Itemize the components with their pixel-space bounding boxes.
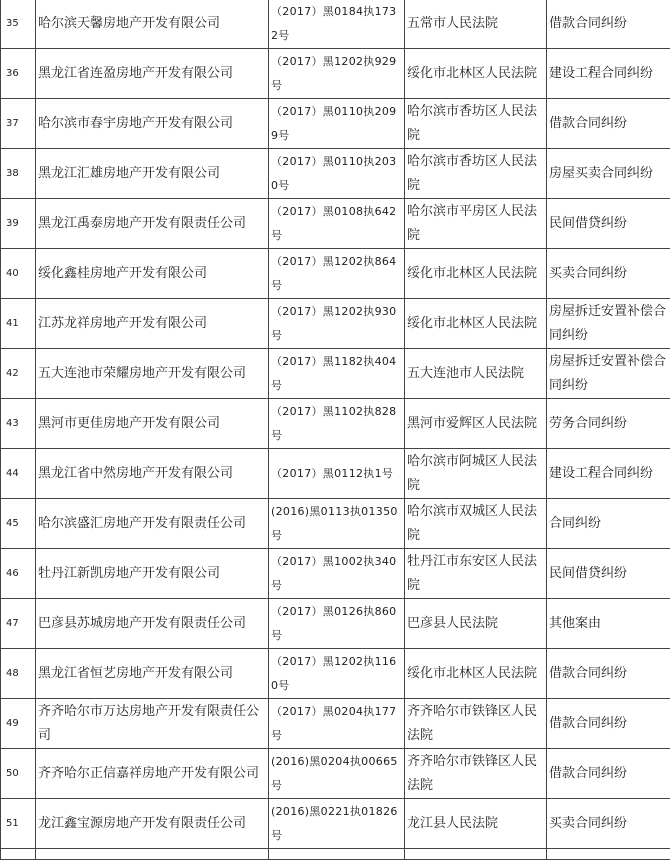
company-name: 牡丹江新凯房地产开发有限公司 — [36, 549, 269, 599]
case-number: （2017）黑1202执864号 — [269, 249, 405, 299]
company-name: 黑龙江禹泰房地产开发有限责任公司 — [36, 199, 269, 249]
table-row — [1, 449, 670, 499]
table-body — [1, 0, 670, 860]
company-name: 黑龙江汇雄房地产开发有限公司 — [36, 149, 269, 199]
case-number: （2017）黑0112执1号 — [269, 449, 405, 499]
table-row — [1, 199, 670, 249]
row-number: 45 — [1, 499, 36, 549]
case-number: （2017）黑0110执2030号 — [269, 149, 405, 199]
case-number: （2017）黑1202执929号 — [269, 49, 405, 99]
row-number: 43 — [1, 399, 36, 449]
empty-cell — [1, 849, 36, 860]
case-cause: 借款合同纠纷 — [547, 99, 670, 149]
row-number: 35 — [1, 0, 36, 49]
case-cause: 建设工程合同纠纷 — [547, 49, 670, 99]
row-number: 44 — [1, 449, 36, 499]
table-row — [1, 799, 670, 849]
company-name: 齐齐哈尔正信嘉祥房地产开发有限公司 — [36, 749, 269, 799]
table-row — [1, 749, 670, 799]
case-number: （2017）黑0126执860号 — [269, 599, 405, 649]
case-cause: 房屋买卖合同纠纷 — [547, 149, 670, 199]
row-number: 49 — [1, 699, 36, 749]
company-name: 巴彦县苏城房地产开发有限责任公司 — [36, 599, 269, 649]
court-name: 绥化市北林区人民法院 — [405, 649, 547, 699]
case-cause: 建设工程合同纠纷 — [547, 449, 670, 499]
table-row — [1, 349, 670, 399]
row-number: 40 — [1, 249, 36, 299]
court-name: 哈尔滨市平房区人民法院 — [405, 199, 547, 249]
table-row — [1, 49, 670, 99]
case-cause: 合同纠纷 — [547, 499, 670, 549]
company-name: 齐齐哈尔市万达房地产开发有限责任公司 — [36, 699, 269, 749]
table-row — [1, 649, 670, 699]
case-cause: 房屋拆迁安置补偿合同纠纷 — [547, 299, 670, 349]
case-number: (2016)黑0204执00665号 — [269, 749, 405, 799]
case-cause: 其他案由 — [547, 599, 670, 649]
case-cause: 借款合同纠纷 — [547, 649, 670, 699]
case-number: （2017）黑0108执642号 — [269, 199, 405, 249]
case-cause: 借款合同纠纷 — [547, 699, 670, 749]
row-number: 36 — [1, 49, 36, 99]
table-row — [1, 399, 670, 449]
case-cause: 借款合同纠纷 — [547, 0, 670, 49]
empty-cell — [269, 849, 405, 860]
case-number: （2017）黑1002执340号 — [269, 549, 405, 599]
case-cause: 劳务合同纠纷 — [547, 399, 670, 449]
case-number: （2017）黑1202执1160号 — [269, 649, 405, 699]
table-row — [1, 299, 670, 349]
case-number: （2017）黑1202执930号 — [269, 299, 405, 349]
case-cause: 民间借贷纠纷 — [547, 549, 670, 599]
court-name: 五常市人民法院 — [405, 0, 547, 49]
court-name: 齐齐哈尔市铁锋区人民法院 — [405, 699, 547, 749]
court-name: 齐齐哈尔市铁锋区人民法院 — [405, 749, 547, 799]
case-cause: 买卖合同纠纷 — [547, 249, 670, 299]
table-row — [1, 249, 670, 299]
case-number: （2017）黑0184执1732号 — [269, 0, 405, 49]
court-name: 哈尔滨市香坊区人民法院 — [405, 149, 547, 199]
table-row — [1, 599, 670, 649]
company-name: 黑龙江省恒艺房地产开发有限公司 — [36, 649, 269, 699]
company-name: 江苏龙祥房地产开发有限公司 — [36, 299, 269, 349]
court-name: 巴彦县人民法院 — [405, 599, 547, 649]
row-number: 38 — [1, 149, 36, 199]
company-name: 哈尔滨盛汇房地产开发有限责任公司 — [36, 499, 269, 549]
court-name: 绥化市北林区人民法院 — [405, 49, 547, 99]
company-name: 黑龙江省中然房地产开发有限公司 — [36, 449, 269, 499]
court-name: 哈尔滨市香坊区人民法院 — [405, 99, 547, 149]
row-number: 42 — [1, 349, 36, 399]
row-number: 37 — [1, 99, 36, 149]
case-number: （2017）黑1102执828号 — [269, 399, 405, 449]
company-name: 绥化鑫桂房地产开发有限公司 — [36, 249, 269, 299]
court-name: 绥化市北林区人民法院 — [405, 299, 547, 349]
case-cause: 借款合同纠纷 — [547, 749, 670, 799]
court-name: 绥化市北林区人民法院 — [405, 249, 547, 299]
court-name: 哈尔滨市双城区人民法院 — [405, 499, 547, 549]
row-number: 41 — [1, 299, 36, 349]
company-name: 哈尔滨天馨房地产开发有限公司 — [36, 0, 269, 49]
table-row — [1, 99, 670, 149]
table-row-partial — [1, 849, 670, 860]
empty-cell — [36, 849, 269, 860]
case-number: （2017）黑0110执2099号 — [269, 99, 405, 149]
row-number: 39 — [1, 199, 36, 249]
row-number: 47 — [1, 599, 36, 649]
empty-cell — [547, 849, 670, 860]
case-number: (2016)黑0221执01826号 — [269, 799, 405, 849]
table-row — [1, 549, 670, 599]
row-number: 48 — [1, 649, 36, 699]
court-name: 黑河市爱辉区人民法院 — [405, 399, 547, 449]
row-number: 50 — [1, 749, 36, 799]
row-number: 46 — [1, 549, 36, 599]
company-name: 黑河市更佳房地产开发有限公司 — [36, 399, 269, 449]
court-name: 龙江县人民法院 — [405, 799, 547, 849]
court-name: 牡丹江市东安区人民法院 — [405, 549, 547, 599]
table-row — [1, 149, 670, 199]
case-cause: 买卖合同纠纷 — [547, 799, 670, 849]
case-cause: 民间借贷纠纷 — [547, 199, 670, 249]
company-name: 哈尔滨市春宇房地产开发有限公司 — [36, 99, 269, 149]
case-cause: 房屋拆迁安置补偿合同纠纷 — [547, 349, 670, 399]
case-number: (2016)黑0113执01350号 — [269, 499, 405, 549]
table-row — [1, 499, 670, 549]
court-name: 哈尔滨市阿城区人民法院 — [405, 449, 547, 499]
table-row — [1, 0, 670, 49]
court-name: 五大连池市人民法院 — [405, 349, 547, 399]
case-number: （2017）黑1182执404号 — [269, 349, 405, 399]
company-name: 五大连池市荣耀房地产开发有限公司 — [36, 349, 269, 399]
case-number: （2017）黑0204执177号 — [269, 699, 405, 749]
company-name: 黑龙江省连盈房地产开发有限公司 — [36, 49, 269, 99]
row-number: 51 — [1, 799, 36, 849]
company-name: 龙江鑫宝源房地产开发有限责任公司 — [36, 799, 269, 849]
table-row — [1, 699, 670, 749]
empty-cell — [405, 849, 547, 860]
